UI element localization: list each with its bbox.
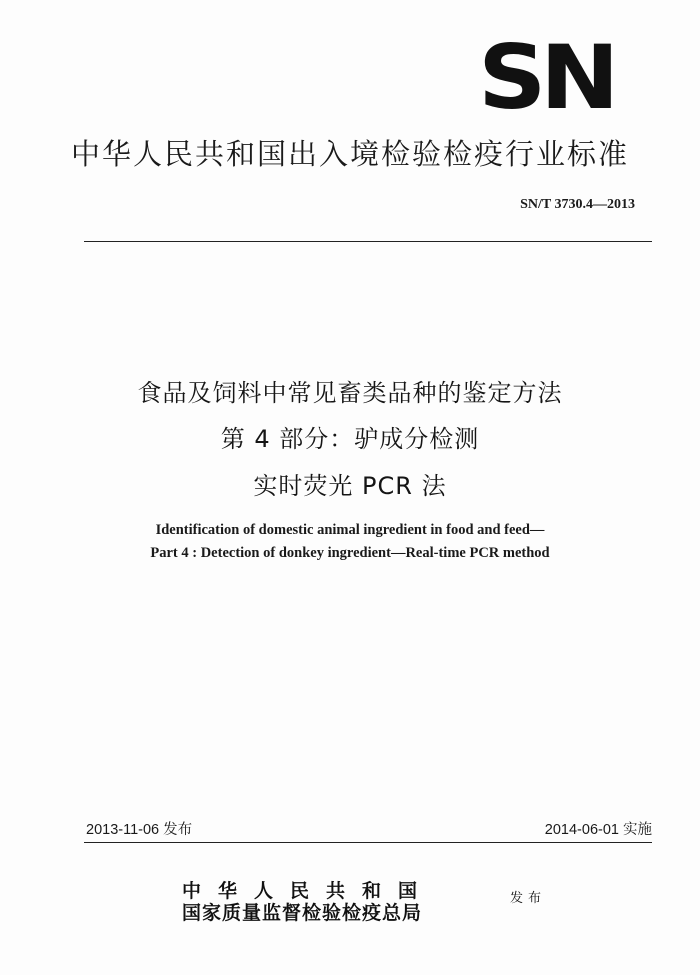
- issuer-line-1: 中华人民共和国: [182, 880, 435, 902]
- issued-by-label: 发布: [510, 891, 547, 906]
- title-zh-line-3: 实时荧光 PCR 法: [253, 472, 447, 500]
- issuer-line-2: 国家质量监督检验检疫总局: [182, 902, 423, 924]
- title-zh-line-1: 食品及饲料中常见畜类品种的鉴定方法: [137, 379, 563, 407]
- industry-standard-heading: 中华人民共和国出入境检验检疫行业标准: [70, 137, 629, 171]
- implementation-date: 2014-06-01 实施: [544, 822, 652, 838]
- bottom-divider: [84, 842, 652, 843]
- title-en-line-2: Part 4 : Detection of donkey ingredient—Real-time PCR method: [150, 545, 550, 561]
- standard-number: SN/T 3730.4—2013: [520, 197, 635, 212]
- top-divider: [84, 241, 652, 242]
- title-en-line-1: Identification of domestic animal ingredient in food and feed—: [155, 522, 545, 538]
- sn-logo: SN: [478, 26, 614, 129]
- issue-date: 2013-11-06 发布: [86, 822, 193, 838]
- title-zh-line-2: 第 4 部分：驴成分检测: [220, 425, 480, 453]
